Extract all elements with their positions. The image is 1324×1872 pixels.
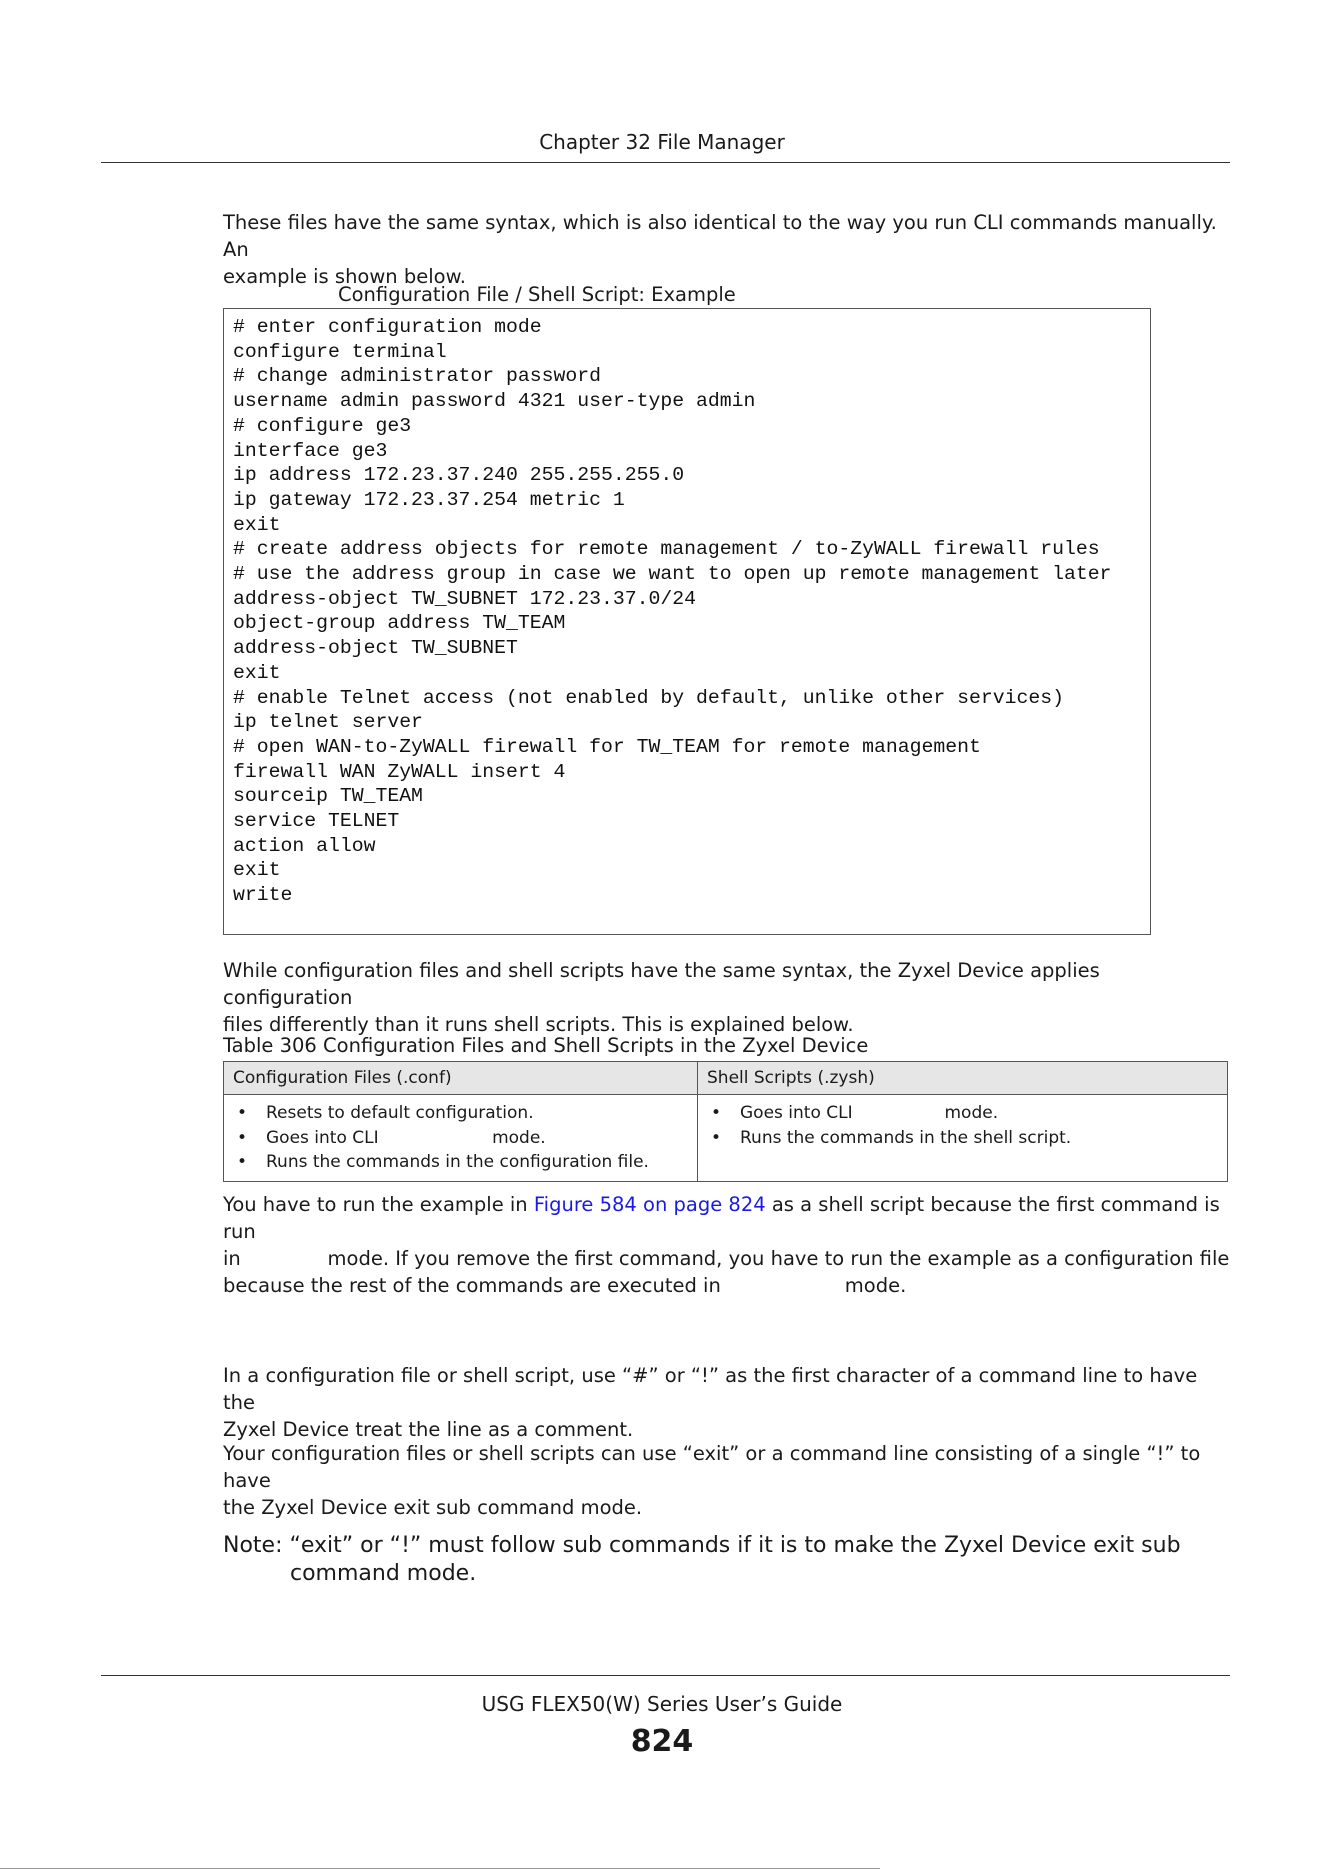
code-line: sourceip TW_TEAM (233, 785, 423, 808)
list-item: • Runs the commands in the shell script. (707, 1126, 1218, 1151)
bullet-icon: • (237, 1152, 248, 1172)
table-row (224, 1095, 1228, 1182)
code-line: ip gateway 172.23.37.254 metric 1 (233, 488, 625, 511)
comparison-paragraph (223, 957, 1233, 1038)
code-line: exit (233, 661, 281, 684)
bullet-icon: • (711, 1127, 722, 1148)
code-line: object-group address TW_TEAM (233, 612, 566, 635)
page-header-title: Chapter 32 File Manager (539, 130, 785, 154)
code-line: ip telnet server (233, 711, 423, 734)
figure-584-link[interactable]: Figure 584 on page 824 (533, 1193, 766, 1216)
code-line: # create address objects for remote management / to-ZyWALL firewall rules (233, 538, 1100, 561)
shell-scripts-cell (698, 1095, 1228, 1182)
table-caption: Table 306 Configuration Files and Shell Scripts in the Zyxel Device (223, 1034, 869, 1057)
bottom-edge-line (0, 1868, 880, 1869)
code-line: write (233, 884, 293, 907)
example-run-paragraph (223, 1191, 1233, 1299)
footer-guide-title: USG FLEX50(W) Series User’s Guide (481, 1692, 843, 1716)
code-line: exit (233, 513, 281, 536)
bullet-icon: • (237, 1127, 248, 1148)
shell-scripts-list (707, 1101, 1218, 1150)
code-line: # configure ge3 (233, 414, 412, 437)
config-vs-script-table (223, 1061, 1228, 1182)
intro-paragraph (223, 209, 1233, 290)
comment-line-2: Zyxel Device treat the line as a comment. (223, 1418, 634, 1441)
comparison-line-1: While configuration files and shell scripts have the same syntax, the Zyxel Device applies configuration (223, 959, 1100, 1009)
exit-line-1: Your configuration files or shell scripts can use “exit” or a command line consisting of a single “!” to have (223, 1442, 1201, 1492)
intro-line-2: example is shown below. (223, 265, 466, 288)
comment-line-1: In a configuration file or shell script, use “#” or “!” as the first character of a command line to have the (223, 1364, 1198, 1414)
bullet-icon: • (711, 1103, 722, 1123)
list-item: • Goes into CLI mode. (233, 1126, 688, 1151)
bullet-icon: • (237, 1103, 248, 1123)
example-run-line-3: because the rest of the commands are executed in mode. (223, 1274, 907, 1297)
code-line: address-object TW_SUBNET 172.23.37.0/24 (233, 587, 696, 610)
note-block (223, 1532, 1223, 1588)
list-item: • Resets to default configuration. (233, 1101, 688, 1126)
footer-divider (101, 1675, 1230, 1676)
code-line: interface ge3 (233, 439, 388, 462)
header-shell-scripts: Shell Scripts (.zysh) (698, 1062, 1228, 1095)
comparison-line-2: files differently than it runs shell scripts. This is explained below. (223, 1013, 854, 1036)
list-item: • Goes into CLI mode. (707, 1101, 1218, 1126)
figure-caption: Configuration File / Shell Script: Example (338, 283, 736, 306)
code-line: ip address 172.23.37.240 255.255.255.0 (233, 464, 685, 487)
code-example-box (223, 308, 1151, 935)
code-line: # use the address group in case we want to open up remote management later (233, 563, 1112, 586)
intro-line-1: These files have the same syntax, which is also identical to the way you run CLI commands manually. An (223, 211, 1217, 261)
code-line: # enable Telnet access (not enabled by default, unlike other services) (233, 686, 1064, 709)
example-run-line-2: in mode. If you remove the first command, you have to run the example as a configuration file (223, 1247, 1230, 1270)
table-header-row (224, 1062, 1228, 1095)
example-run-line-1: You have to run the example in Figure 584 on page 824 as a shell script because the first command is run (223, 1193, 1220, 1243)
page-number: 824 (630, 1724, 694, 1759)
comment-paragraph (223, 1362, 1233, 1443)
code-line: firewall WAN ZyWALL insert 4 (233, 760, 566, 783)
code-line: service TELNET (233, 810, 400, 833)
config-files-list (233, 1101, 688, 1175)
note-text: Note: “exit” or “!” must follow sub commands if it is to make the Zyxel Device exit sub command mode. (223, 1533, 1181, 1586)
header-config-files: Configuration Files (.conf) (224, 1062, 698, 1095)
config-files-cell (224, 1095, 698, 1182)
code-line: action allow (233, 834, 376, 857)
code-line: # open WAN-to-ZyWALL firewall for TW_TEAM for remote management (233, 735, 981, 758)
code-line: exit (233, 859, 281, 882)
exit-paragraph (223, 1440, 1233, 1521)
exit-line-2: the Zyxel Device exit sub command mode. (223, 1496, 643, 1519)
code-line: configure terminal (233, 340, 447, 363)
code-line: address-object TW_SUBNET (233, 637, 518, 660)
header-divider (101, 162, 1230, 163)
code-line: # change administrator password (233, 365, 601, 388)
code-line: username admin password 4321 user-type admin (233, 390, 756, 413)
code-line: # enter configuration mode (233, 316, 542, 338)
list-item: • Runs the commands in the configuration file. (233, 1150, 688, 1175)
